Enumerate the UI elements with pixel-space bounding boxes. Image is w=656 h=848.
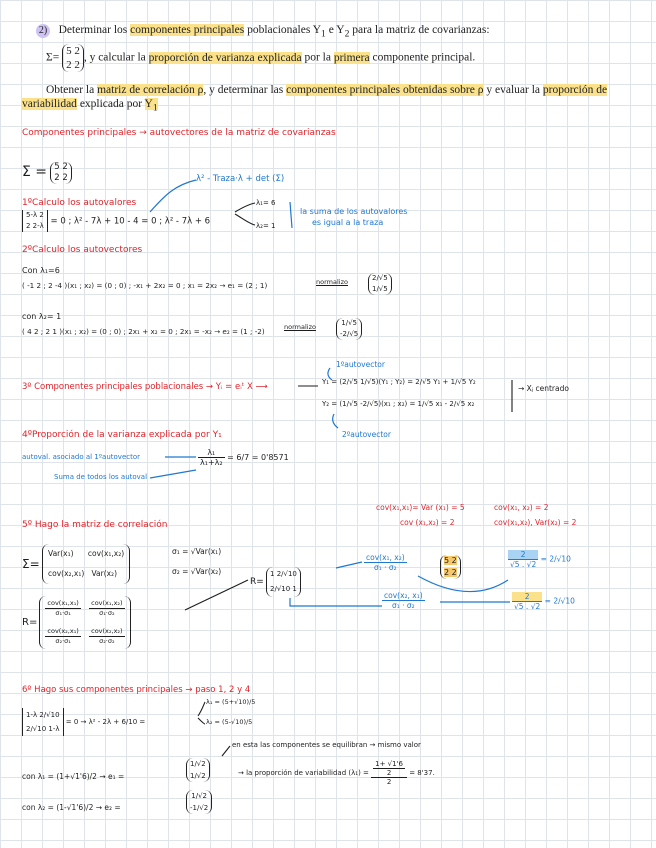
normalize-2: normalizo <box>284 323 316 331</box>
result-arrow-1 <box>418 576 508 592</box>
cov-11: cov(x₁,x₁)= Var (x₁) = 5 <box>376 503 465 512</box>
problem-number: 2) <box>36 24 50 38</box>
step1-equation: 5-λ 2 2 2-λ = 0 ; λ² - 7λ + 10 - 4 = 0 ; λ² - 7λ + 6 <box>22 210 210 232</box>
mini-cov-matrix: 5 2 2 2 <box>440 555 461 579</box>
trace-note-1: la suma de los autovalores <box>300 207 408 216</box>
step2-title: 2ºCalculo los autovectores <box>22 245 143 255</box>
step2-con2: con λ₂= 1 <box>22 312 62 321</box>
step2-con1: Con λ₁=6 <box>22 266 60 275</box>
cov-21: cov(x₁, x₂) = 2 <box>494 503 549 512</box>
cov-22: cov(x₁,x₂), Var(x₂) = 2 <box>494 518 577 527</box>
suma-arrow <box>150 470 196 478</box>
sigma1-def: σ₁ = √Var(x₁) <box>172 547 222 556</box>
corr-frac-1: $\frac{\text{cov(x₁, x₂)}}{\text{σ₁ · σ₂}}$ <box>366 553 405 572</box>
corr-result-1: $\frac{2}{√5 . √2}$ = 2/√10 <box>510 550 571 569</box>
rho-proportion: → la proporción de variabilidad (λ₁) = $\frac{\frac{1+ √1'6}{2}}{2}$ = 8'37. <box>238 760 435 786</box>
eig-branch-1 <box>235 203 255 212</box>
problem-line-2: Σ= 5 2 2 2, y calcular la proporción de varianza explicada por la primera componente principal. <box>46 45 476 71</box>
corr-frac-2: $\frac{\text{cov(x₂, x₁)}}{\text{σ₁ · σ₂}}$ <box>384 591 423 610</box>
charpoly-note: λ² - Traza·λ + det (Σ) <box>196 174 285 184</box>
autoval-label: autoval. asociado al 1ºautovector <box>22 453 141 461</box>
rho-e2: 1/√2 -1/√2 <box>186 790 212 814</box>
sum-label: Suma de todos los autoval <box>54 473 148 481</box>
y2-equation: Y₂ = (1/√5 -2/√5)(x₁ ; x₂) = 1/√5 x₁ - 2/√5 x₂ <box>322 400 475 408</box>
eigenvalue-1: λ₁= 6 <box>256 199 276 207</box>
problem-line-1: 2) Determinar los componentes principales poblacionales $Y_1$ e $Y_2$ para la matriz de covarianzas: <box>36 24 490 39</box>
rho-eig-branch-1 <box>198 702 205 716</box>
eigenvalue-2: λ₂= 1 <box>256 222 276 230</box>
rho-e1: 1/√2 1/√2 <box>186 758 210 782</box>
equil-arrow <box>222 746 230 756</box>
step6-title: 6º Hago sus componentes principales → paso 1, 2 y 4 <box>22 685 251 695</box>
corr-result-2: $\frac{2}{√5 . √2}$ = 2/√10 <box>514 592 575 611</box>
rho-eigenvalue-2: λ₂ = (5-√10)/5 <box>206 718 253 726</box>
first-eigenvector-label: 1ºautovector <box>336 360 385 369</box>
cov-12: cov (x₁,x₂) = 2 <box>400 518 455 527</box>
step2-eq1: ( -1 2 ; 2 -4 )(x₁ ; x₂) = (0 ; 0) ; -x₁ + 2x₂ = 0 ; x₁ = 2x₂ → e₁ = (2 ; 1) <box>22 281 268 290</box>
variance-proportion: $\frac{\text{λ₁}}{\text{λ₁+λ₂}}$ = 6/7 = 0'8571 <box>200 448 289 467</box>
problem-line-4: variabilidad explicada por $Y_1$ <box>22 98 158 114</box>
trace-note-2: es igual a la traza <box>312 218 384 227</box>
y1-equation: Y₁ = (2/√5 1/√5)(Y₁ ; Y₂) = 2/√5 Y₁ + 1/√5 Y₂ <box>322 378 476 386</box>
problem-line-3: Obtener la matriz de correlación ρ, y determinar las componentes principales obtenidas sobre ρ y evaluar la proporción de <box>46 84 608 96</box>
rho-con2: con λ₂ = (1-√1'6)/2 → e₂ = <box>22 803 121 812</box>
charpoly-arrow <box>150 180 196 212</box>
step6-det: 1-λ 2/√10 2/√10 1-λ = 0 → λ² - 2λ + 6/10 = <box>22 708 145 736</box>
rho-con1: con λ₁ = (1+√1'6)/2 → e₁ = <box>22 772 125 781</box>
sigma-cov-matrix: Σ= Var(x₁) cov(x₁,x₂) cov(x₂,x₁) Var(x₂) <box>22 544 130 584</box>
step1-title: 1ºCalculo los autovalores <box>22 198 137 208</box>
rho-general-matrix: R= $\frac{\text{cov(x₁,x₁)}}{\text{σ₁·σ₁}}$ $\frac{\text{cov(x₁,x₂)}}{\text{σ₁·σ₂}}$ $\frac{\text{cov(x₂,x₁)}}{\text{σ₂·σ₁}}$ $\frac{\text{cov(x₂,x₂)}}{\text{σ₂·σ₂}}$ <box>22 596 131 649</box>
step3-title: 3º Componentes principales poblacionales → Yᵢ = eᵢᵗ X ⟶ <box>22 382 268 392</box>
eigvec2-arrow <box>333 414 338 428</box>
notes-title: Componentes principales → autovectores de la matriz de covarianzas <box>22 128 336 138</box>
rho-eig-branch-2 <box>198 718 205 724</box>
rho-eigenvalue-1: λ₁ = (5+√10)/5 <box>206 698 256 706</box>
rho-arrow-2 <box>290 598 382 606</box>
trace-bracket <box>290 202 292 228</box>
e2-normalized: 1/√5 -2/√5 <box>336 318 362 340</box>
sigma2-def: σ₂ = √Var(x₂) <box>172 567 222 576</box>
eigvec1-arrow <box>328 368 332 380</box>
second-eigenvector-label: 2ºautovector <box>342 430 391 439</box>
sigma-matrix: 5 2 2 2 <box>62 44 84 72</box>
equilibrium-note: en esta las componentes se equilibran → mismo valor <box>232 741 421 749</box>
step4-title: 4ºProporción de la varianza explicada por Y₁ <box>22 430 222 440</box>
eig-branch-2 <box>235 214 255 225</box>
step2-eq2: ( 4 2 ; 2 1 )(x₁ ; x₂) = (0 ; 0) ; 2x₁ + x₂ = 0 ; 2x₁ = -x₂ → e₂ = (1 ; -2) <box>22 327 265 336</box>
step5-title: 5º Hago la matriz de correlación <box>22 520 168 530</box>
normalize-1: normalizo <box>316 278 348 286</box>
sigma-definition: Σ = 5 2 2 2 <box>22 162 72 184</box>
rho-arrow-1 <box>336 562 362 568</box>
matrix-arrow <box>185 580 248 610</box>
rho-matrix: R= 1 2/√10 2/√10 1 <box>250 567 301 597</box>
centered-note: → Xⱼ centrado <box>518 384 569 393</box>
e1-normalized: 2/√5 1/√5 <box>368 273 392 295</box>
